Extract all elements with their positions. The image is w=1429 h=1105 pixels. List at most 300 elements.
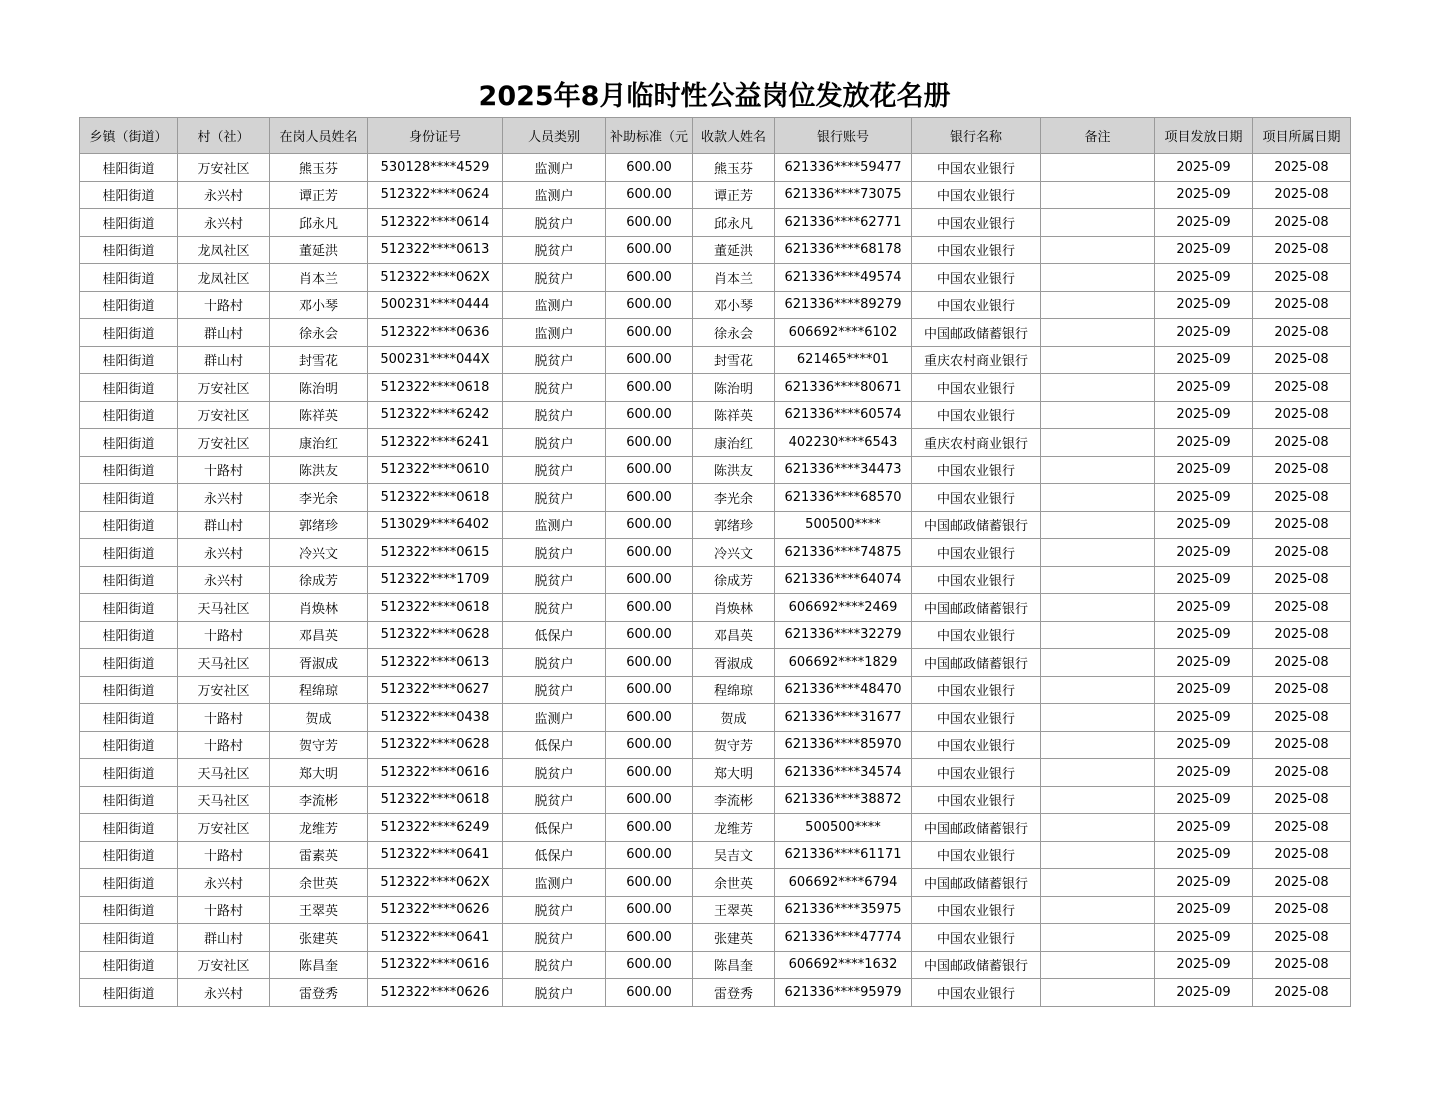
township-cell: 桂阳街道 (80, 979, 178, 1007)
bank-account-cell: 606692****1632 (775, 951, 912, 979)
issue-date-cell: 2025-09 (1155, 979, 1253, 1007)
table-row (80, 731, 1351, 759)
payee-name-cell: 徐永会 (693, 319, 775, 347)
payee-name-cell: 胥淑成 (693, 649, 775, 677)
township-cell: 桂阳街道 (80, 346, 178, 374)
village-cell: 十路村 (178, 291, 270, 319)
bank-account-cell: 621336****74875 (775, 539, 912, 567)
worker-name-cell: 陈昌奎 (270, 951, 368, 979)
village-cell: 天马社区 (178, 786, 270, 814)
bank-name-cell: 中国邮政储蓄银行 (912, 951, 1041, 979)
category-cell: 脱贫户 (503, 209, 606, 237)
remarks-cell (1041, 429, 1155, 457)
issue-date-cell: 2025-09 (1155, 484, 1253, 512)
payee-name-cell: 贺成 (693, 704, 775, 732)
bank-account-cell: 621336****38872 (775, 786, 912, 814)
table-row (80, 429, 1351, 457)
subsidy-cell: 600.00 (606, 291, 693, 319)
period-cell: 2025-08 (1253, 181, 1351, 209)
period-cell: 2025-08 (1253, 731, 1351, 759)
id-number-cell: 512322****0628 (368, 731, 503, 759)
payee-name-cell: 邓小琴 (693, 291, 775, 319)
table-row (80, 264, 1351, 292)
roster-table (79, 117, 1351, 1007)
category-cell: 低保户 (503, 731, 606, 759)
bank-name-cell: 中国农业银行 (912, 484, 1041, 512)
village-cell: 龙凤社区 (178, 236, 270, 264)
bank-name-cell: 中国邮政储蓄银行 (912, 319, 1041, 347)
period-cell: 2025-08 (1253, 236, 1351, 264)
bank-name-cell: 中国农业银行 (912, 236, 1041, 264)
bank-account-cell: 500500**** (775, 511, 912, 539)
bank-account-cell: 621336****31677 (775, 704, 912, 732)
period-cell: 2025-08 (1253, 621, 1351, 649)
remarks-cell (1041, 704, 1155, 732)
subsidy-cell: 600.00 (606, 456, 693, 484)
table-row (80, 786, 1351, 814)
bank-name-cell: 中国农业银行 (912, 731, 1041, 759)
bank-name-cell: 中国邮政储蓄银行 (912, 814, 1041, 842)
subsidy-cell: 600.00 (606, 209, 693, 237)
period-cell: 2025-08 (1253, 401, 1351, 429)
bank-name-cell: 中国农业银行 (912, 759, 1041, 787)
issue-date-cell: 2025-09 (1155, 676, 1253, 704)
remarks-cell (1041, 209, 1155, 237)
village-cell: 永兴村 (178, 181, 270, 209)
township-cell: 桂阳街道 (80, 181, 178, 209)
worker-name-cell: 郑大明 (270, 759, 368, 787)
table-row (80, 676, 1351, 704)
township-cell: 桂阳街道 (80, 841, 178, 869)
category-cell: 监测户 (503, 181, 606, 209)
remarks-cell (1041, 346, 1155, 374)
village-cell: 十路村 (178, 704, 270, 732)
subsidy-cell: 600.00 (606, 649, 693, 677)
id-number-cell: 512322****0641 (368, 924, 503, 952)
category-cell: 脱贫户 (503, 401, 606, 429)
township-cell: 桂阳街道 (80, 731, 178, 759)
bank-name-cell: 中国农业银行 (912, 401, 1041, 429)
table-row (80, 319, 1351, 347)
id-number-cell: 512322****1709 (368, 566, 503, 594)
issue-date-cell: 2025-09 (1155, 319, 1253, 347)
id-number-cell: 512322****0626 (368, 896, 503, 924)
township-cell: 桂阳街道 (80, 896, 178, 924)
payee-name-cell: 封雪花 (693, 346, 775, 374)
period-cell: 2025-08 (1253, 704, 1351, 732)
township-cell: 桂阳街道 (80, 814, 178, 842)
category-cell: 脱贫户 (503, 566, 606, 594)
table-row (80, 869, 1351, 897)
bank-account-cell: 621336****61171 (775, 841, 912, 869)
id-number-cell: 512322****062X (368, 869, 503, 897)
roster-body (80, 154, 1351, 1007)
remarks-cell (1041, 979, 1155, 1007)
subsidy-cell: 600.00 (606, 181, 693, 209)
remarks-cell (1041, 154, 1155, 182)
period-cell: 2025-08 (1253, 979, 1351, 1007)
payee-name-cell: 谭正芳 (693, 181, 775, 209)
table-row (80, 154, 1351, 182)
bank-name-cell: 中国邮政储蓄银行 (912, 869, 1041, 897)
category-cell: 低保户 (503, 621, 606, 649)
subsidy-cell: 600.00 (606, 841, 693, 869)
bank-account-cell: 621336****32279 (775, 621, 912, 649)
issue-date-cell: 2025-09 (1155, 649, 1253, 677)
id-number-cell: 530128****4529 (368, 154, 503, 182)
category-cell: 脱贫户 (503, 594, 606, 622)
period-cell: 2025-08 (1253, 154, 1351, 182)
table-row (80, 401, 1351, 429)
village-cell: 十路村 (178, 841, 270, 869)
table-row (80, 374, 1351, 402)
category-cell: 脱贫户 (503, 374, 606, 402)
village-cell: 永兴村 (178, 484, 270, 512)
table-row (80, 346, 1351, 374)
period-cell: 2025-08 (1253, 841, 1351, 869)
issue-date-cell: 2025-09 (1155, 236, 1253, 264)
payee-name-cell: 康治红 (693, 429, 775, 457)
category-cell: 监测户 (503, 704, 606, 732)
bank-account-cell: 621336****60574 (775, 401, 912, 429)
table-row (80, 291, 1351, 319)
worker-name-cell: 陈治明 (270, 374, 368, 402)
bank-account-cell: 621336****68178 (775, 236, 912, 264)
bank-name-cell: 重庆农村商业银行 (912, 429, 1041, 457)
subsidy-cell: 600.00 (606, 814, 693, 842)
bank-name-cell: 中国农业银行 (912, 291, 1041, 319)
remarks-cell (1041, 621, 1155, 649)
remarks-cell (1041, 869, 1155, 897)
remarks-cell (1041, 759, 1155, 787)
remarks-cell (1041, 676, 1155, 704)
worker-name-cell: 张建英 (270, 924, 368, 952)
issue-date-cell: 2025-09 (1155, 704, 1253, 732)
id-number-cell: 512322****0627 (368, 676, 503, 704)
worker-name-cell: 龙维芳 (270, 814, 368, 842)
column-header-subsidy: 补助标准（元 (606, 118, 693, 154)
column-header-payee-name: 收款人姓名 (693, 118, 775, 154)
village-cell: 群山村 (178, 319, 270, 347)
bank-account-cell: 621336****49574 (775, 264, 912, 292)
bank-account-cell: 621336****64074 (775, 566, 912, 594)
table-row (80, 539, 1351, 567)
township-cell: 桂阳街道 (80, 924, 178, 952)
remarks-cell (1041, 511, 1155, 539)
column-header-id-number: 身份证号 (368, 118, 503, 154)
period-cell: 2025-08 (1253, 209, 1351, 237)
remarks-cell (1041, 731, 1155, 759)
village-cell: 永兴村 (178, 566, 270, 594)
issue-date-cell: 2025-09 (1155, 539, 1253, 567)
period-cell: 2025-08 (1253, 319, 1351, 347)
table-row (80, 704, 1351, 732)
id-number-cell: 512322****0618 (368, 374, 503, 402)
worker-name-cell: 郭绪珍 (270, 511, 368, 539)
table-row (80, 209, 1351, 237)
remarks-cell (1041, 566, 1155, 594)
township-cell: 桂阳街道 (80, 484, 178, 512)
category-cell: 脱贫户 (503, 649, 606, 677)
period-cell: 2025-08 (1253, 896, 1351, 924)
village-cell: 群山村 (178, 924, 270, 952)
bank-name-cell: 中国农业银行 (912, 896, 1041, 924)
category-cell: 脱贫户 (503, 759, 606, 787)
period-cell: 2025-08 (1253, 374, 1351, 402)
worker-name-cell: 陈祥英 (270, 401, 368, 429)
bank-name-cell: 中国农业银行 (912, 621, 1041, 649)
remarks-cell (1041, 786, 1155, 814)
worker-name-cell: 肖焕林 (270, 594, 368, 622)
township-cell: 桂阳街道 (80, 676, 178, 704)
issue-date-cell: 2025-09 (1155, 456, 1253, 484)
village-cell: 十路村 (178, 731, 270, 759)
payee-name-cell: 肖本兰 (693, 264, 775, 292)
township-cell: 桂阳街道 (80, 511, 178, 539)
category-cell: 脱贫户 (503, 236, 606, 264)
worker-name-cell: 邓昌英 (270, 621, 368, 649)
category-cell: 监测户 (503, 511, 606, 539)
id-number-cell: 512322****0438 (368, 704, 503, 732)
subsidy-cell: 600.00 (606, 951, 693, 979)
worker-name-cell: 冷兴文 (270, 539, 368, 567)
remarks-cell (1041, 291, 1155, 319)
column-header-township: 乡镇（街道） (80, 118, 178, 154)
id-number-cell: 512322****062X (368, 264, 503, 292)
bank-account-cell: 621336****68570 (775, 484, 912, 512)
issue-date-cell: 2025-09 (1155, 814, 1253, 842)
village-cell: 永兴村 (178, 539, 270, 567)
period-cell: 2025-08 (1253, 346, 1351, 374)
period-cell: 2025-08 (1253, 869, 1351, 897)
worker-name-cell: 雷登秀 (270, 979, 368, 1007)
subsidy-cell: 600.00 (606, 484, 693, 512)
subsidy-cell: 600.00 (606, 896, 693, 924)
bank-account-cell: 621336****80671 (775, 374, 912, 402)
bank-account-cell: 500500**** (775, 814, 912, 842)
category-cell: 脱贫户 (503, 786, 606, 814)
township-cell: 桂阳街道 (80, 291, 178, 319)
bank-name-cell: 中国农业银行 (912, 704, 1041, 732)
village-cell: 永兴村 (178, 869, 270, 897)
payee-name-cell: 龙维芳 (693, 814, 775, 842)
worker-name-cell: 程绵琼 (270, 676, 368, 704)
village-cell: 万安社区 (178, 676, 270, 704)
township-cell: 桂阳街道 (80, 759, 178, 787)
id-number-cell: 512322****0618 (368, 786, 503, 814)
issue-date-cell: 2025-09 (1155, 401, 1253, 429)
subsidy-cell: 600.00 (606, 539, 693, 567)
remarks-cell (1041, 841, 1155, 869)
remarks-cell (1041, 594, 1155, 622)
village-cell: 万安社区 (178, 401, 270, 429)
bank-name-cell: 中国农业银行 (912, 786, 1041, 814)
period-cell: 2025-08 (1253, 759, 1351, 787)
bank-name-cell: 中国农业银行 (912, 264, 1041, 292)
remarks-cell (1041, 814, 1155, 842)
worker-name-cell: 邱永凡 (270, 209, 368, 237)
payee-name-cell: 吴吉文 (693, 841, 775, 869)
village-cell: 天马社区 (178, 594, 270, 622)
id-number-cell: 512322****0618 (368, 484, 503, 512)
payee-name-cell: 贺守芳 (693, 731, 775, 759)
issue-date-cell: 2025-09 (1155, 181, 1253, 209)
table-row (80, 456, 1351, 484)
payee-name-cell: 张建英 (693, 924, 775, 952)
worker-name-cell: 封雪花 (270, 346, 368, 374)
bank-account-cell: 606692****2469 (775, 594, 912, 622)
payee-name-cell: 熊玉芬 (693, 154, 775, 182)
header-row (80, 118, 1351, 154)
issue-date-cell: 2025-09 (1155, 759, 1253, 787)
issue-date-cell: 2025-09 (1155, 924, 1253, 952)
village-cell: 万安社区 (178, 154, 270, 182)
category-cell: 监测户 (503, 291, 606, 319)
worker-name-cell: 徐成芳 (270, 566, 368, 594)
village-cell: 群山村 (178, 511, 270, 539)
subsidy-cell: 600.00 (606, 374, 693, 402)
table-row (80, 236, 1351, 264)
issue-date-cell: 2025-09 (1155, 511, 1253, 539)
village-cell: 龙凤社区 (178, 264, 270, 292)
id-number-cell: 512322****0616 (368, 951, 503, 979)
payee-name-cell: 董延洪 (693, 236, 775, 264)
bank-name-cell: 中国农业银行 (912, 154, 1041, 182)
bank-account-cell: 606692****6794 (775, 869, 912, 897)
issue-date-cell: 2025-09 (1155, 786, 1253, 814)
subsidy-cell: 600.00 (606, 869, 693, 897)
remarks-cell (1041, 649, 1155, 677)
page-title: 2025年8月临时性公益岗位发放花名册 (478, 81, 951, 112)
village-cell: 永兴村 (178, 209, 270, 237)
remarks-cell (1041, 401, 1155, 429)
bank-account-cell: 621336****47774 (775, 924, 912, 952)
township-cell: 桂阳街道 (80, 869, 178, 897)
category-cell: 监测户 (503, 154, 606, 182)
township-cell: 桂阳街道 (80, 649, 178, 677)
township-cell: 桂阳街道 (80, 374, 178, 402)
payee-name-cell: 肖焕林 (693, 594, 775, 622)
category-cell: 脱贫户 (503, 264, 606, 292)
remarks-cell (1041, 456, 1155, 484)
id-number-cell: 512322****0618 (368, 594, 503, 622)
township-cell: 桂阳街道 (80, 264, 178, 292)
bank-name-cell: 中国邮政储蓄银行 (912, 511, 1041, 539)
period-cell: 2025-08 (1253, 786, 1351, 814)
remarks-cell (1041, 951, 1155, 979)
subsidy-cell: 600.00 (606, 594, 693, 622)
subsidy-cell: 600.00 (606, 401, 693, 429)
township-cell: 桂阳街道 (80, 539, 178, 567)
issue-date-cell: 2025-09 (1155, 621, 1253, 649)
issue-date-cell: 2025-09 (1155, 594, 1253, 622)
bank-name-cell: 中国邮政储蓄银行 (912, 594, 1041, 622)
worker-name-cell: 贺成 (270, 704, 368, 732)
subsidy-cell: 600.00 (606, 566, 693, 594)
payee-name-cell: 余世英 (693, 869, 775, 897)
bank-name-cell: 中国农业银行 (912, 841, 1041, 869)
period-cell: 2025-08 (1253, 539, 1351, 567)
table-row (80, 896, 1351, 924)
issue-date-cell: 2025-09 (1155, 429, 1253, 457)
subsidy-cell: 600.00 (606, 786, 693, 814)
subsidy-cell: 600.00 (606, 676, 693, 704)
id-number-cell: 512322****0613 (368, 236, 503, 264)
column-header-period: 项目所属日期 (1253, 118, 1351, 154)
bank-account-cell: 621336****35975 (775, 896, 912, 924)
bank-account-cell: 621336****89279 (775, 291, 912, 319)
category-cell: 脱贫户 (503, 951, 606, 979)
table-row (80, 759, 1351, 787)
issue-date-cell: 2025-09 (1155, 291, 1253, 319)
payee-name-cell: 邱永凡 (693, 209, 775, 237)
bank-account-cell: 621336****62771 (775, 209, 912, 237)
id-number-cell: 512322****0615 (368, 539, 503, 567)
remarks-cell (1041, 374, 1155, 402)
bank-name-cell: 中国农业银行 (912, 456, 1041, 484)
village-cell: 万安社区 (178, 429, 270, 457)
payee-name-cell: 王翠英 (693, 896, 775, 924)
id-number-cell: 512322****0628 (368, 621, 503, 649)
worker-name-cell: 谭正芳 (270, 181, 368, 209)
id-number-cell: 512322****0613 (368, 649, 503, 677)
remarks-cell (1041, 319, 1155, 347)
period-cell: 2025-08 (1253, 814, 1351, 842)
village-cell: 天马社区 (178, 649, 270, 677)
bank-name-cell: 中国农业银行 (912, 924, 1041, 952)
bank-account-cell: 621465****01 (775, 346, 912, 374)
payee-name-cell: 陈洪友 (693, 456, 775, 484)
village-cell: 十路村 (178, 621, 270, 649)
table-row (80, 484, 1351, 512)
table-row (80, 621, 1351, 649)
worker-name-cell: 余世英 (270, 869, 368, 897)
period-cell: 2025-08 (1253, 291, 1351, 319)
payee-name-cell: 郭绪珍 (693, 511, 775, 539)
id-number-cell: 512322****6242 (368, 401, 503, 429)
worker-name-cell: 康治红 (270, 429, 368, 457)
township-cell: 桂阳街道 (80, 319, 178, 347)
subsidy-cell: 600.00 (606, 319, 693, 347)
township-cell: 桂阳街道 (80, 429, 178, 457)
period-cell: 2025-08 (1253, 676, 1351, 704)
period-cell: 2025-08 (1253, 951, 1351, 979)
period-cell: 2025-08 (1253, 594, 1351, 622)
subsidy-cell: 600.00 (606, 759, 693, 787)
category-cell: 监测户 (503, 869, 606, 897)
payee-name-cell: 李流彬 (693, 786, 775, 814)
table-row (80, 814, 1351, 842)
column-header-category: 人员类别 (503, 118, 606, 154)
table-row (80, 566, 1351, 594)
period-cell: 2025-08 (1253, 456, 1351, 484)
payee-name-cell: 李光余 (693, 484, 775, 512)
period-cell: 2025-08 (1253, 429, 1351, 457)
bank-name-cell: 中国农业银行 (912, 979, 1041, 1007)
remarks-cell (1041, 484, 1155, 512)
village-cell: 十路村 (178, 896, 270, 924)
village-cell: 群山村 (178, 346, 270, 374)
column-header-issue-date: 项目发放日期 (1155, 118, 1253, 154)
bank-account-cell: 621336****85970 (775, 731, 912, 759)
payee-name-cell: 徐成芳 (693, 566, 775, 594)
village-cell: 万安社区 (178, 951, 270, 979)
column-header-remarks: 备注 (1041, 118, 1155, 154)
village-cell: 万安社区 (178, 374, 270, 402)
worker-name-cell: 陈洪友 (270, 456, 368, 484)
village-cell: 天马社区 (178, 759, 270, 787)
category-cell: 脱贫户 (503, 456, 606, 484)
